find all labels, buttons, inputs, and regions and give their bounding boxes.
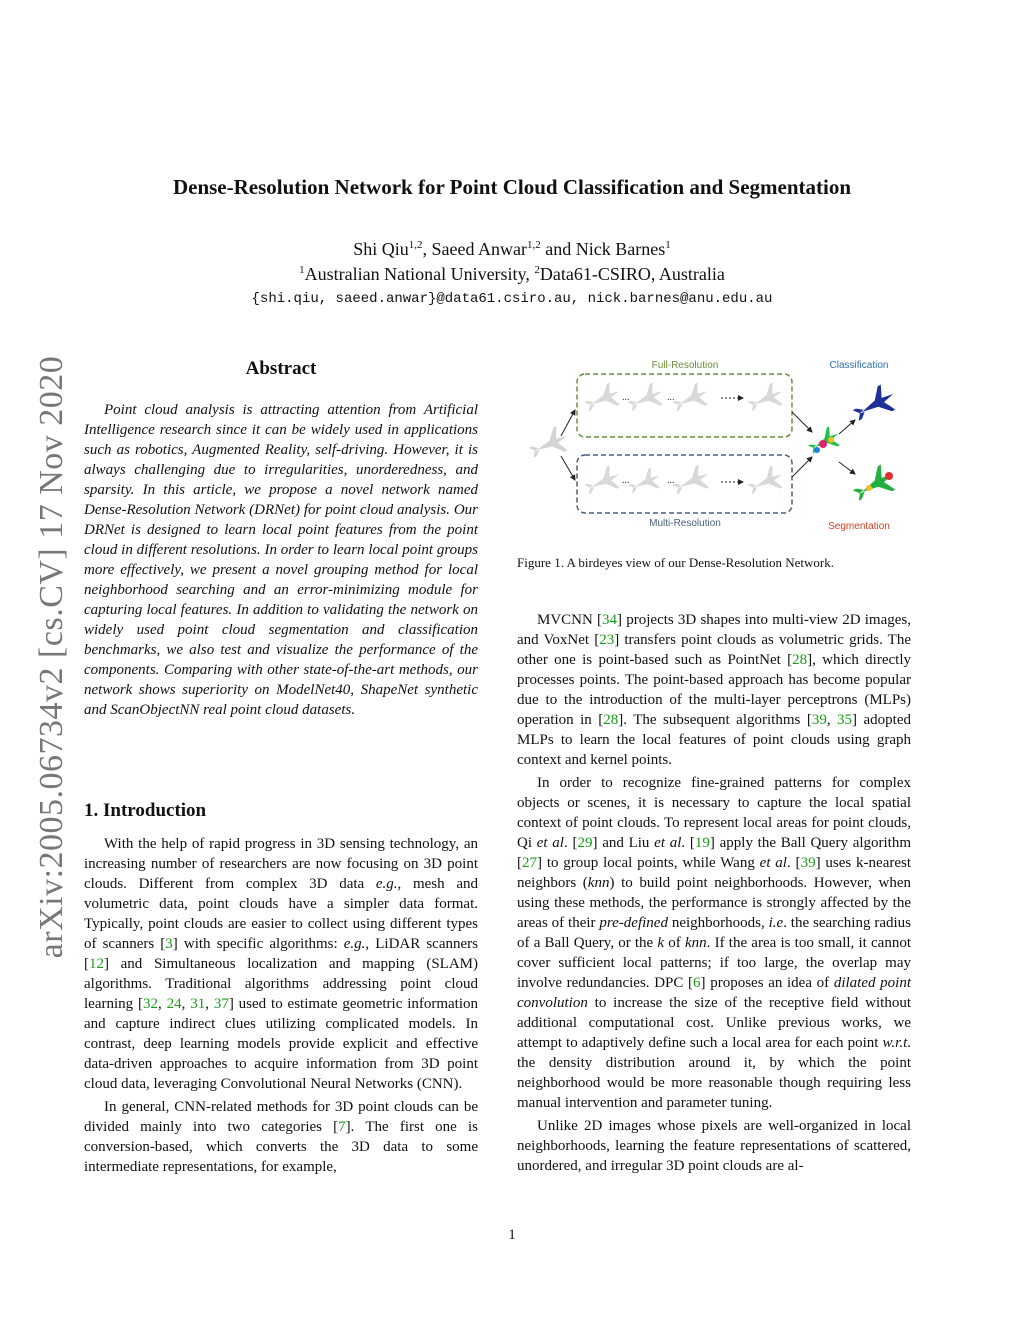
citation-link[interactable]: 23 — [599, 632, 615, 648]
text: ] transfers point clouds as volumetric grids. The other one is point-based such as PointNet [ — [517, 632, 911, 668]
citation-link[interactable]: 39 — [811, 712, 827, 728]
affil-sup: 1 — [299, 264, 305, 276]
author-name: Nick Barnes — [575, 239, 666, 259]
abstract-heading: Abstract — [245, 358, 317, 379]
feature-plane-icon — [805, 424, 844, 459]
text: ) to build point neighborhoods. However, when using these methods, the performance is strongly affected by the areas of their — [517, 875, 912, 931]
arrow — [561, 410, 575, 436]
text: e.g. — [343, 936, 366, 952]
text: , LiDAR scanners [ — [84, 936, 478, 972]
text: neighborhoods, — [667, 915, 769, 931]
intro-body — [84, 834, 478, 1177]
text: In order to recognize fine-grained patterns for complex objects or scenes, it is necessary to capture the local spatial context of point clouds. To represent local areas for point clouds, Qi — [517, 775, 911, 851]
text: With the help of rapid progress in 3D sensing technology, an increasing number of researchers are now focusing on 3D point clouds. Different from complex 3D data — [84, 836, 478, 892]
citation-link[interactable]: 24 — [166, 996, 182, 1012]
citation-link[interactable]: 6 — [693, 975, 701, 991]
text: . [ — [563, 835, 578, 851]
text: . If the area is too small, it cannot cover sufficient local patterns; if too large, the overlap may involve redundancies. DPC [ — [517, 935, 911, 991]
text: ] and Liu — [592, 835, 655, 851]
text: ] proposes an idea of — [700, 975, 834, 991]
citation-link[interactable]: 34 — [602, 612, 618, 628]
text: . [ — [681, 835, 695, 851]
text: of — [664, 935, 685, 951]
citation-link[interactable]: 35 — [837, 712, 853, 728]
text: pre-defined — [599, 915, 668, 931]
text: knn — [684, 935, 707, 951]
paragraph: MVCNN [34] projects 3D shapes into multi-view 2D images, and VoxNet [23] transfers point clouds as volumetric grids. The other one is point-based such as PointNet [28], which directly processes points. The point-based approach has become popular due to the introduction of the multi-layer perceptrons (MLPs) operation in [28]. The subsequent algorithms [39, 35] adopted MLPs to learn the local features of point clouds using graph context and kernel points. — [517, 612, 912, 768]
abstract-body: Point cloud analysis is attracting attention from Artificial Intelligence research since it can be widely used in applications such as robotics, Augmented Reality, self-driving. However, it is always challenging due to irregularities, unorderedness, and sparsity. In this article, we propose a novel network named Dense-Resolution Network (DRNet) for point cloud analysis. Our DRNet is designed to learn local point features from the point cloud in different resolutions. In order to learn local point groups more effectively, we present a novel grouping method for local neighborhood searching and an error-minimizing module for capturing local features. In addition to validating the network on widely used point cloud segmentation and classification benchmarks, we also test and visualize the performance of the components. Comparing with other state-of-the-art methods, our network shows superiority on ModelNet40, ShapeNet synthetic and ScanObjectNN real point cloud datasets. — [84, 402, 478, 718]
text: . [ — [786, 855, 801, 871]
text: to increase the size of the receptive field without additional computational cost. Unlike previous works, we attempt to adaptively define such a local area for each point — [517, 995, 911, 1051]
paper-title: Dense-Resolution Network for Point Cloud Classification and Segmentation — [172, 175, 852, 199]
text: ] to group local points, while Wang — [537, 855, 760, 871]
classification-plane-icon — [849, 382, 901, 429]
label-full-resolution: Full-Resolution — [651, 360, 719, 371]
citation-link[interactable]: 7 — [338, 1119, 346, 1135]
arrow — [792, 457, 812, 477]
text: ] adopted MLPs to learn the local features of point clouds using graph context and kernel points. — [517, 712, 912, 768]
segmentation-plane-icon — [849, 462, 901, 509]
arxiv-watermark: arXiv:2005.06734v2 [cs.CV] 17 Nov 2020 — [33, 355, 70, 959]
affil-sup: 2 — [534, 264, 540, 276]
author-sup: 1,2 — [408, 239, 423, 251]
arrow — [561, 456, 575, 480]
text: . the searching radius of a Ball Query, or the — [517, 915, 911, 951]
citation-link[interactable]: 37 — [213, 996, 229, 1012]
citation-link[interactable]: 32 — [143, 996, 158, 1012]
text: et al — [536, 835, 564, 851]
text: In general, CNN-related methods for 3D point clouds can be divided mainly into two categories [ — [84, 1099, 478, 1135]
text: . the density distribution around it, by which the point neighborhood would be more reasonable though requiring less manual intervention and parameter tuning. — [517, 1035, 911, 1111]
text: ] apply the Ball Query algorithm [ — [517, 835, 912, 871]
citation-link[interactable]: 27 — [522, 855, 537, 871]
text: et al — [759, 855, 787, 871]
citation-link[interactable]: 12 — [89, 956, 104, 972]
text: dilated point convolution — [517, 975, 911, 1011]
input-plane-icon — [525, 424, 572, 465]
text: i.e — [768, 915, 784, 931]
affiliation-line — [0, 264, 1024, 285]
emails: {shi.qiu, saeed.anwar}@data61.csiro.au, nick.barnes@anu.edu.au — [251, 291, 773, 307]
paragraph — [84, 1097, 478, 1177]
dots: ... — [622, 392, 630, 403]
citation-link[interactable]: 19 — [694, 835, 710, 851]
text: ] and Simultaneous localization and mapping (SLAM) algorithms. Traditional algorithms addressing point cloud learning [ — [84, 956, 478, 1012]
text: ] used to estimate geometric information and capture indirect clues utilizing complicated models. In contrast, deep learning models provide explicit and effective data-driven approaches to acquire information from 3D point cloud data, leveraging Convolutional Neural Networks (CNN). — [84, 996, 479, 1092]
text: ] uses k-nearest neighbors ( — [517, 855, 912, 891]
arrow — [792, 412, 812, 432]
label-segmentation: Segmentation — [828, 521, 890, 532]
intro-heading: 1. Introduction — [84, 800, 207, 821]
arrow — [839, 462, 855, 474]
paragraph: With the help of rapid progress in 3D sensing technology, an increasing number of researchers are now focusing on 3D point clouds. Different from complex 3D data e.g., mesh and volumetric data, point clouds have a simpler data format. Typically, point clouds are easier to collect using different types of scanners [3] with specific algorithms: e.g., LiDAR scanners [12] and Simultaneous localization and mapping (SLAM) algorithms. Traditional algorithms addressing point cloud learning [32, 24, 31, 37] used to estimate geometric information and capture indirect clues utilizing complicated models. In contrast, deep learning models provide explicit and effective data-driven approaches to acquire information from 3D point cloud data, leveraging Convolutional Neural Networks (CNN). — [84, 836, 479, 1092]
affiliation: Australian National University, — [304, 264, 535, 284]
author-name: Saeed Anwar — [431, 239, 527, 259]
full-res-plane-icons — [581, 380, 787, 417]
text: ]. The subsequent algorithms [ — [618, 712, 812, 728]
paragraph — [517, 773, 911, 1113]
right-column-body — [517, 610, 911, 1176]
author-sup: 1 — [665, 239, 671, 251]
citation-link[interactable]: 31 — [190, 996, 206, 1012]
citation-link[interactable]: 29 — [577, 835, 593, 851]
arrow — [839, 420, 855, 434]
text: ], which directly processes points. The point-based approach has become popular due to the introduction of the multi-layer perceptrons (MLPs) operation in [ — [517, 652, 911, 728]
figure-drnet — [517, 352, 911, 542]
text: et al — [654, 835, 682, 851]
figure-caption: Figure 1. A birdeyes view of our Dense-Resolution Network. — [517, 555, 835, 570]
dots: ... — [667, 475, 675, 486]
author-sup: 1,2 — [527, 239, 541, 251]
text: w.r.t — [882, 1035, 908, 1051]
author-name: Shi Qiu — [353, 239, 409, 259]
text: ] projects 3D shapes into multi-view 2D images, and VoxNet [ — [517, 612, 911, 648]
author-line — [0, 239, 1024, 260]
paragraph: Unlike 2D images whose pixels are well-organized in local neighborhoods, learning the feature representations of scattered, unordered, and irregular 3D point clouds are al- — [517, 1118, 911, 1174]
citation-link[interactable]: 28 — [603, 712, 619, 728]
text: k — [657, 935, 665, 951]
text: , mesh and volumetric data, point clouds have a simpler data format. Typically, point clouds are easier to collect using different types of scanners [ — [84, 876, 478, 952]
multi-res-plane-icons — [581, 462, 787, 501]
citation-link[interactable]: 3 — [165, 936, 173, 952]
page-number: 1 — [508, 1227, 516, 1243]
dots: ... — [622, 475, 630, 486]
text: knn — [587, 875, 610, 891]
label-classification: Classification — [829, 360, 889, 371]
author-sep: and — [540, 239, 576, 259]
text: ] with specific algorithms: — [172, 936, 344, 952]
affiliation: Data61-CSIRO, Australia — [539, 264, 725, 284]
text: MVCNN [ — [537, 612, 603, 628]
label-multi-resolution: Multi-Resolution — [649, 518, 721, 529]
citation-link[interactable]: 28 — [792, 652, 808, 668]
citation-link[interactable]: 39 — [800, 855, 816, 871]
text: ]. The first one is conversion-based, which converts the 3D data to some intermediate representations, for example, — [84, 1119, 478, 1175]
dots: ... — [667, 392, 675, 403]
text: e.g. — [375, 876, 398, 892]
author-sep: , — [422, 239, 432, 259]
